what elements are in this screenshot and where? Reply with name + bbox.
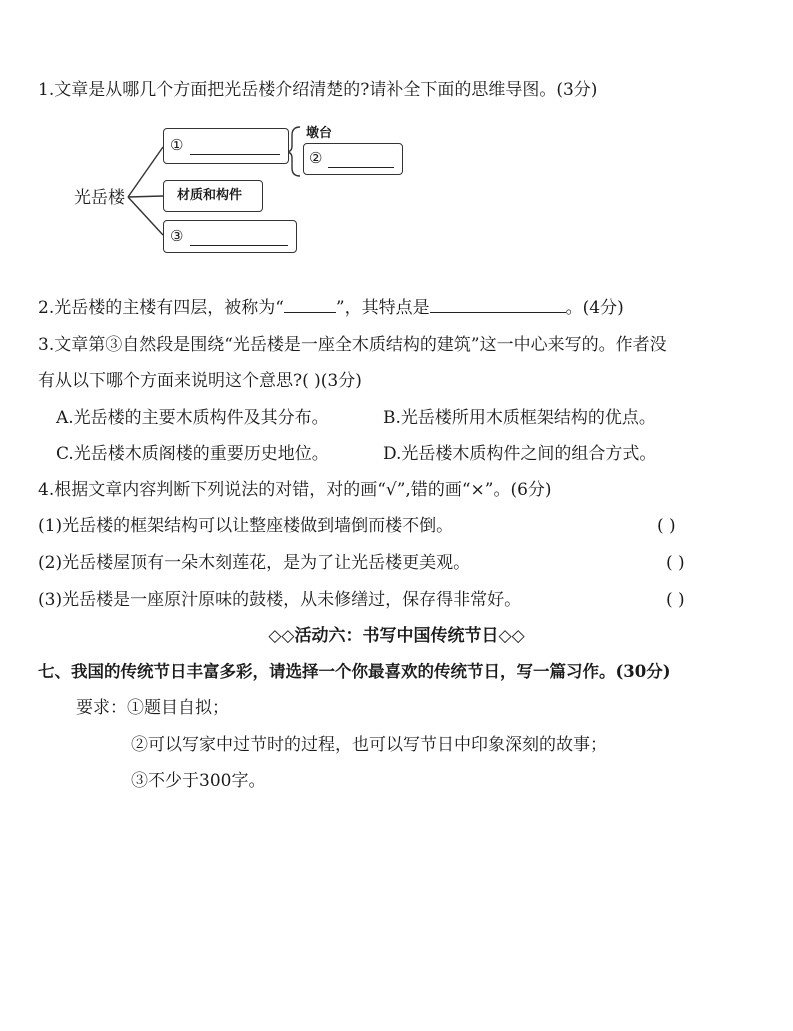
q3-option-c[interactable]: C.光岳楼木质阁楼的重要历史地位。	[56, 444, 329, 464]
q3-line-2: 有从以下哪个方面来说明这个意思?( )(3分)	[38, 371, 362, 391]
q3-option-b[interactable]: B.光岳楼所用木质框架结构的优点。	[383, 408, 656, 428]
q4-answer-1[interactable]: ( )	[657, 516, 676, 536]
mindmap-box-2	[303, 143, 403, 175]
mindmap-root: 光岳楼	[74, 188, 125, 208]
box-3-blank[interactable]	[190, 229, 288, 246]
box-2-blank[interactable]	[328, 151, 394, 168]
activity-heading: ◇◇活动六：书写中国传统节日◇◇	[268, 626, 525, 646]
q2-part3: 。(4分)	[565, 298, 624, 318]
q3-line-1: 3.文章第③自然段是围绕“光岳楼是一座全木质结构的建筑”这一中心来写的。作者没	[38, 335, 667, 355]
q7-req-1: ①题目自拟；	[127, 698, 229, 718]
mindmap-box-3	[163, 220, 297, 253]
q2-part1: 2.光岳楼的主楼有四层，被称为“	[38, 298, 284, 318]
q4-item-3: (3)光岳楼是一座原汁原味的鼓楼，从未修缮过，保存得非常好。	[38, 590, 522, 610]
box-middle-label: 材质和构件	[177, 188, 243, 203]
q1-text: 1.文章是从哪几个方面把光岳楼介绍清楚的?请补全下面的思维导图。(3分)	[38, 80, 598, 100]
box-2-label: ②	[309, 149, 323, 167]
q2-blank-1[interactable]	[284, 296, 336, 313]
q7-title: 七、我国的传统节日丰富多彩，请选择一个你最喜欢的传统节日，写一篇习作。(30分)	[38, 662, 671, 681]
mindmap-sub-top: 墩台	[306, 126, 333, 141]
q4-item-1: (1)光岳楼的框架结构可以让整座楼做到墙倒而楼不倒。	[38, 516, 454, 536]
q4-text: 4.根据文章内容判断下列说法的对错，对的画“√”,错的画“×”。(6分)	[38, 480, 552, 500]
q4-answer-2[interactable]: ( )	[666, 553, 685, 573]
mindmap-box-1	[163, 128, 289, 164]
connector-2	[128, 196, 163, 197]
q2-part2: ”，其特点是	[335, 298, 430, 318]
connector-1	[128, 147, 163, 197]
q7-req-label: 要求：	[76, 698, 127, 718]
box-3-label: ③	[170, 227, 184, 245]
connector-3	[128, 197, 163, 235]
mindmap-box-middle	[163, 180, 263, 212]
box-1-label: ①	[170, 136, 184, 154]
q2-blank-2[interactable]	[430, 296, 566, 313]
q2-line	[38, 296, 624, 320]
box-1-blank[interactable]	[190, 138, 280, 155]
q4-answer-3[interactable]: ( )	[666, 590, 685, 610]
q3-option-a[interactable]: A.光岳楼的主要木质构件及其分布。	[56, 408, 329, 428]
q4-item-2: (2)光岳楼屋顶有一朵木刻莲花，是为了让光岳楼更美观。	[38, 553, 471, 573]
q7-req-3: ③不少于300字。	[131, 771, 266, 791]
q3-option-d[interactable]: D.光岳楼木质构件之间的组合方式。	[383, 444, 657, 464]
q7-req-2: ②可以写家中过节时的过程，也可以写节日中印象深刻的故事；	[131, 735, 607, 755]
q7-requirements	[76, 696, 229, 720]
